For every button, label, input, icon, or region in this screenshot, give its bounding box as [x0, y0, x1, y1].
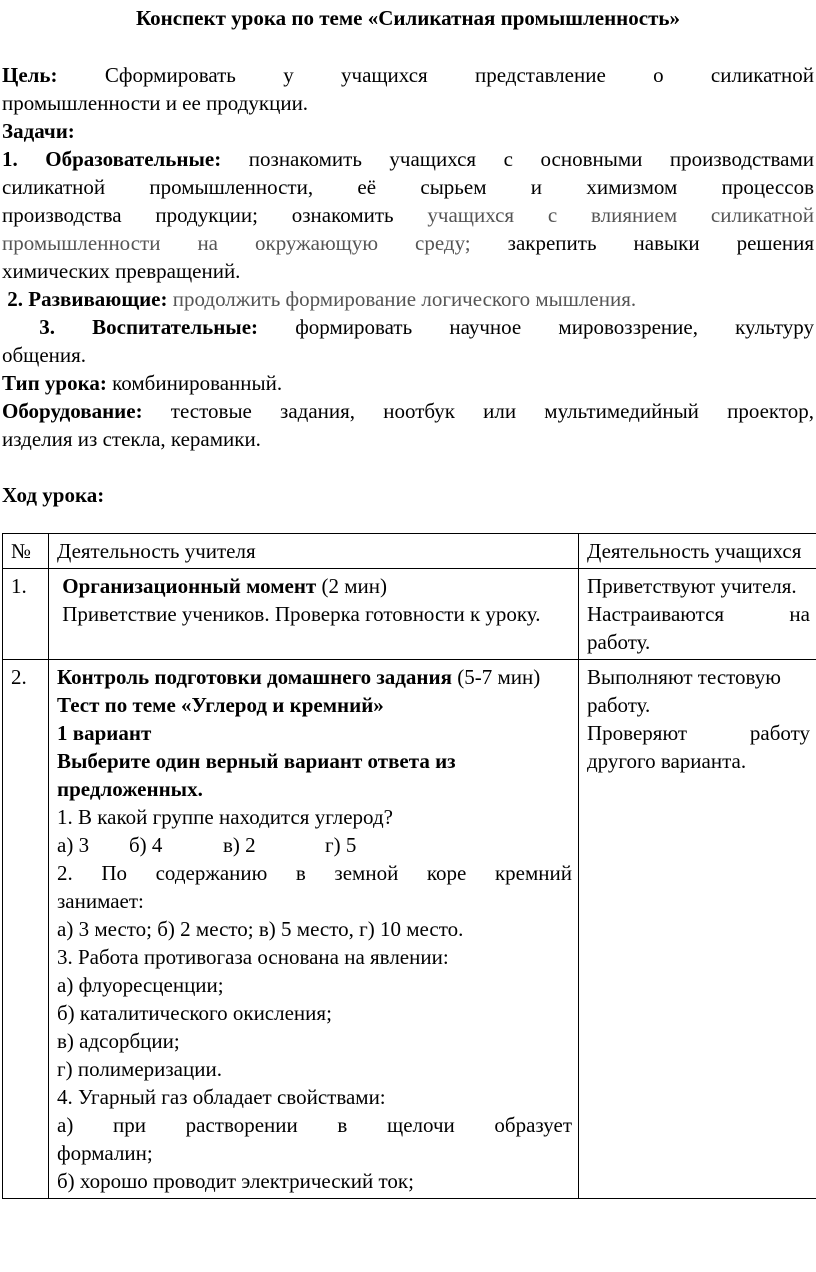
question-3-option-c: в) адсорбции; — [57, 1029, 180, 1053]
tasks-section — [2, 117, 814, 369]
edu-text-5: химических превращений. — [2, 259, 241, 283]
option: б) 4 — [129, 833, 163, 857]
goal-label: Цель: — [2, 63, 58, 87]
question-3: 3. Работа противогаза основана на явлении: — [57, 945, 449, 969]
option: в) 2 — [223, 833, 256, 857]
students-activity — [579, 569, 816, 660]
course-heading: Ход урока: — [2, 483, 105, 507]
equipment-section — [2, 397, 814, 453]
row-number: 2. — [3, 660, 49, 1199]
document-title: Конспект урока по теме «Силикатная промышленность» — [135, 6, 681, 30]
header-number: № — [3, 534, 49, 569]
equipment-label: Оборудование: — [2, 399, 143, 423]
stage-text: Приветствие учеников. Проверка готовности к уроку. — [62, 602, 541, 626]
question-3-option-b: б) каталитического окисления; — [57, 1001, 332, 1025]
question-4-option-b: б) хорошо проводит электрический ток; — [57, 1169, 414, 1193]
edu-text-2: силикатной промышленности, её сырьем и химизмом процессов — [2, 175, 814, 199]
question-3-option-d: г) полимеризации. — [57, 1057, 222, 1081]
edu-text-3b: учащихся с влиянием силикатной — [427, 203, 814, 227]
students-text-1: Приветствуют учителя. — [587, 574, 797, 598]
goal-section — [2, 61, 814, 117]
question-1: 1. В какой группе находится углерод? — [57, 805, 393, 829]
stage-time: (5-7 мин) — [457, 665, 541, 689]
option: г) 5 — [325, 833, 357, 857]
test-title: Тест по теме «Углерод и кремний» — [57, 693, 384, 717]
teacher-activity — [49, 660, 579, 1199]
test-instruction: Выберите один верный вариант ответа из предложенных. — [57, 749, 456, 801]
lesson-type-value: комбинированный. — [112, 371, 283, 395]
upb-text-2: общения. — [2, 343, 87, 367]
goal-text-1: Сформировать у учащихся представление о силикатной — [104, 63, 815, 87]
test-variant: 1 вариант — [57, 721, 152, 745]
question-2-options: а) 3 место; б) 2 место; в) 5 место, г) 10 место. — [57, 917, 464, 941]
question-4-option-a-line-2: формалин; — [57, 1141, 153, 1165]
header-teacher: Деятельность учителя — [49, 534, 579, 569]
table-row — [3, 660, 816, 1199]
equipment-text-2: изделия из стекла, керамики. — [2, 427, 261, 451]
header-students: Деятельность учащихся — [579, 534, 816, 569]
option: а) 3 — [57, 833, 90, 857]
dev-text: продолжить формирование логического мышления. — [172, 287, 637, 311]
stage-title: Организационный момент — [62, 574, 317, 598]
edu-text-4b: закрепить навыки решения — [507, 231, 815, 255]
students-text-2: Настраиваются на работу. — [587, 602, 810, 654]
question-2-line-1: 2. По содержанию в земной коре кремний — [57, 861, 572, 885]
upb-text-1: формировать научное мировоззрение, культуру — [295, 315, 814, 339]
dev-label: 2. Развивающие: — [7, 287, 168, 311]
row-number: 1. — [3, 569, 49, 660]
equipment-text-1: тестовые задания, ноотбук или мультимедийный проектор, — [170, 399, 814, 423]
lesson-type — [2, 369, 814, 397]
goal-text-2: промышленности и ее продукции. — [2, 91, 309, 115]
stage-title: Контроль подготовки домашнего задания — [57, 665, 452, 689]
teacher-activity — [49, 569, 579, 660]
students-text-2: Проверяют работу другого варианта. — [587, 721, 810, 773]
edu-label: 1. Образовательные: — [2, 147, 222, 171]
students-activity — [579, 660, 816, 1199]
upb-label: 3. Воспитательные: — [39, 315, 259, 339]
question-4: 4. Угарный газ обладает свойствами: — [57, 1085, 386, 1109]
lesson-type-label: Тип урока: — [2, 371, 107, 395]
table-header-row — [3, 534, 816, 569]
question-1-options — [57, 831, 572, 859]
question-3-option-a: а) флуоресценции; — [57, 973, 224, 997]
tasks-label: Задачи: — [2, 119, 75, 143]
edu-text-4a: промышленности на окружающую среду; — [2, 231, 471, 255]
stage-time: (2 мин) — [321, 574, 388, 598]
table-row — [3, 569, 816, 660]
students-text-1: Выполняют тестовую работу. — [587, 665, 781, 717]
question-4-option-a-line-1: а) при растворении в щелочи образует — [57, 1113, 572, 1137]
lesson-table — [2, 533, 816, 1199]
edu-text-1: познакомить учащихся с основными производствами — [248, 147, 815, 171]
question-2-line-2: занимает: — [57, 889, 144, 913]
edu-text-3a: производства продукции; ознакомить — [2, 203, 394, 227]
